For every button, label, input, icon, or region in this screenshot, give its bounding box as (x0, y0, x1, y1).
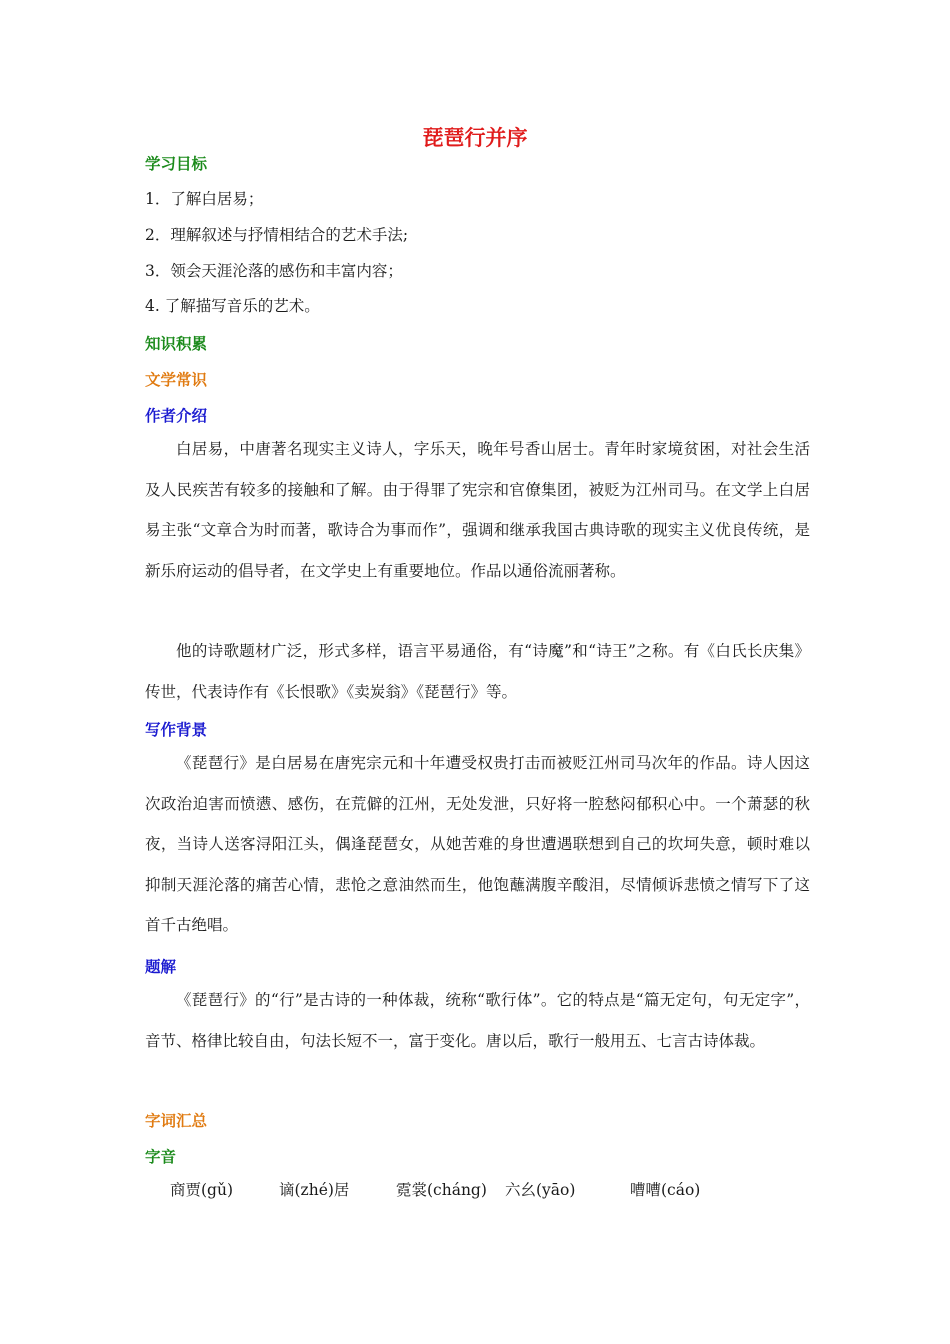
pronunciation-item: 六幺(yāo) (505, 1181, 576, 1199)
heading-knowledge: 知识积累 (145, 335, 208, 353)
goal-item-3: 3．领会天涯沦落的感伤和丰富内容； (145, 262, 403, 280)
page-title: 琵琶行并序 (422, 126, 528, 150)
pronunciation-item: 谪(zhé)居 (279, 1181, 350, 1199)
heading-pronunciation: 字音 (145, 1148, 177, 1166)
author-paragraph-1: 白居易，中唐著名现实主义诗人，字乐天，晚年号香山居士。青年时家境贫困，对社会生活及人民疾苦有较多的接触和了解。由于得罪了宪宗和官僚集团，被贬为江州司马。在文学上白居易主张“文章合为时而著，歌诗合为事而作”，强调和继承我国古典诗歌的现实主义优良传统，是新乐府运动的倡导者，在文学史上有重要地位。作品以通俗流丽著称。 (145, 440, 810, 580)
pronunciation-item: 商贾(gǔ) (170, 1181, 233, 1199)
goal-item-2: 2．理解叙述与抒情相结合的艺术手法; (145, 226, 409, 244)
heading-literature: 文学常识 (145, 371, 208, 389)
pronunciation-item: 嘈嘈(cáo) (630, 1181, 701, 1199)
title-explain-paragraph: 《琵琶行》的“行”是古诗的一种体裁，统称“歌行体”。它的特点是“篇无定句，句无定字”，音节、格律比较自由，句法长短不一，富于变化。唐以后，歌行一般用五、七言古诗体裁。 (145, 991, 810, 1050)
heading-title-explain: 题解 (145, 958, 177, 976)
pronunciation-item: 霓裳(cháng) (396, 1181, 487, 1199)
heading-author: 作者介绍 (145, 407, 208, 425)
heading-vocab: 字词汇总 (145, 1112, 208, 1130)
heading-background: 写作背景 (145, 721, 208, 739)
goal-item-1: 1．了解白居易； (145, 190, 264, 208)
background-paragraph: 《琵琶行》是白居易在唐宪宗元和十年遭受权贵打击而被贬江州司马次年的作品。诗人因这次政治迫害而愤懑、感伤，在荒僻的江州，无处发泄，只好将一腔愁闷郁积心中。一个萧瑟的秋夜，当诗人送客浔阳江头，偶逢琵琶女，从她苦难的身世遭遇联想到自己的坎坷失意，顿时难以抑制天涯沦落的痛苦心情，悲怆之意油然而生，他饱蘸满腹辛酸泪，尽情倾诉悲愤之情写下了这首千古绝唱。 (145, 754, 810, 935)
author-paragraph-2: 他的诗歌题材广泛，形式多样，语言平易通俗，有“诗魔”和“诗王”之称。有《白氏长庆集》传世，代表诗作有《长恨歌》《卖炭翁》《琵琶行》等。 (145, 642, 810, 701)
goal-item-4: 4. 了解描写音乐的艺术。 (145, 297, 320, 315)
heading-learning-goals: 学习目标 (145, 155, 208, 173)
